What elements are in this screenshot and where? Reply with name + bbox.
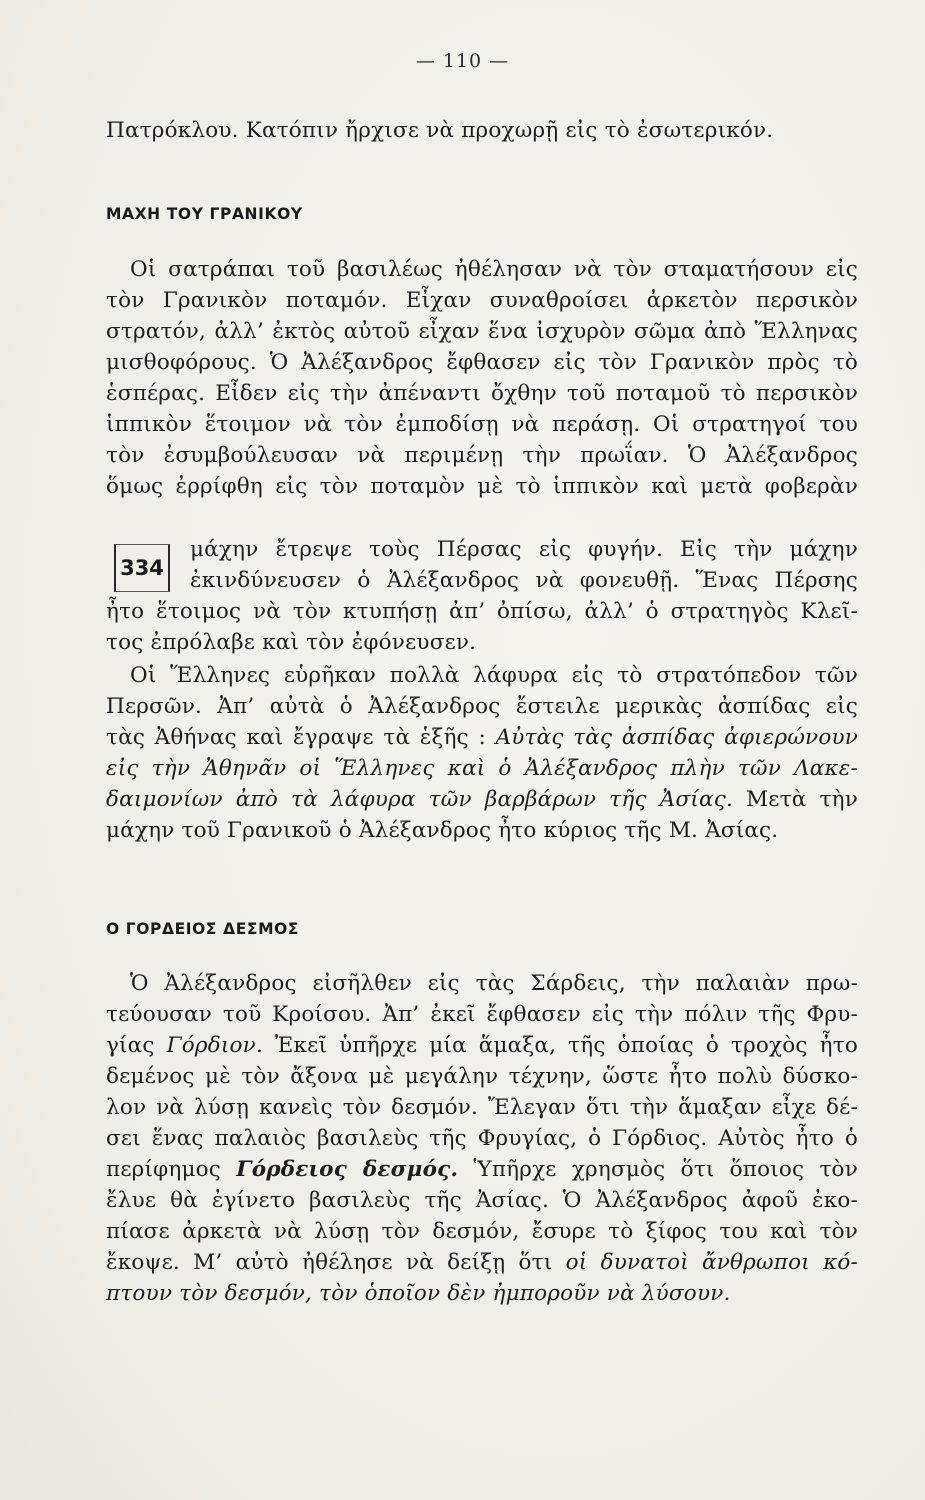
text-line: Ὁ Ἀλέξανδρος εἰσῆλθεν εἰς τὰς Σάρδεις, τὴν παλαιὰν πρω- [130, 971, 858, 996]
paragraph-granikos-end [106, 596, 858, 658]
date-marker [106, 540, 176, 598]
text-line: ἑσπέρας. Εἶδεν εἰς τὴν ἀπέναντι ὄχθην τοῦ ποταμοῦ τὸ περσικὸν [106, 381, 858, 406]
text-line: λον νὰ λύσῃ κανεὶς τὸν δεσμόν. Ἔλεγαν ὅτι τὴν ἅμαξαν εἶχε δέ- [106, 1095, 858, 1120]
text-line: μάχην ἔτρεψε τοὺς Πέρσας εἰς φυγήν. Εἰς τὴν μάχην [190, 537, 858, 562]
text-bold-italic: Γόρδειος δεσμός. [236, 1157, 459, 1182]
opening-line [106, 115, 858, 146]
text-plain: γίας [106, 1033, 155, 1058]
paragraph-spoils [106, 660, 858, 846]
text-italic: Γόρδιον. [166, 1033, 263, 1058]
section-heading-gordian-knot: Ο ΓΟΡΔΕΙΟΣ ΔΕΣΜΟΣ [106, 920, 300, 938]
text-line: ἔλυε θὰ ἐγίνετο βασιλεὺς τῆς Ἀσίας. Ὁ Ἀλέξανδρος ἀφοῦ ἐκο- [106, 1188, 858, 1213]
text-plain: τὰς Ἀθήνας καὶ ἔγραψε τὰ ἑξῆς : [106, 725, 486, 750]
paragraph-granikos-battle [106, 254, 858, 502]
text-line [106, 1247, 858, 1278]
text-plain: Μετὰ τὴν [746, 787, 858, 812]
text-line: τὸν Γρανικὸν ποταμόν. Εἶχαν συναθροίσει ἀρκετὸν περσικὸν [106, 288, 858, 313]
text-line: δεμένος μὲ τὸν ἄξονα μὲ μεγάλην τέχνην, ὥστε ἦτο πολὺ δύσκο- [106, 1064, 858, 1089]
text-line: μισθοφόρους. Ὁ Ἀλέξανδρος ἔφθασεν εἰς τὸν Γρανικὸν πρὸς τὸ [106, 350, 858, 375]
text-plain: ἔκοψε. Μ’ αὐτὸ ἠθέλησε νὰ δείξῃ ὅτι [106, 1250, 553, 1275]
text-line: ἦτο ἕτοιμος νὰ τὸν κτυπήσῃ ἀπ’ ὀπίσω, ἀλλ’ ὁ στρατηγὸς Κλεῖ- [106, 599, 858, 624]
paragraph-side-text [190, 534, 858, 596]
text-line: ὅμως ἐρρίφθη εἰς τὸν ποταμὸν μὲ τὸ ἱππικὸν καὶ μετὰ φοβερὰν [106, 474, 858, 499]
text-italic: Αὐτὰς τὰς ἀσπίδας ἀφιερώνουν [495, 725, 859, 750]
paragraph-gordian-knot [106, 968, 858, 1309]
text-line [106, 784, 858, 815]
text-plain: Ὑπῆρχε χρησμὸς ὅτι ὅποιος τὸν [473, 1157, 858, 1182]
text-line: Οἱ Ἕλληνες εὑρῆκαν πολλὰ λάφυρα εἰς τὸ στρατόπεδον τῶν [130, 663, 858, 688]
text-line: τος ἐπρόλαβε καὶ τὸν ἐφόνευσεν. [106, 630, 477, 655]
text-line: τεύουσαν τοῦ Κροίσου. Ἀπ’ ἐκεῖ ἔφθασεν εἰς τὴν πόλιν τῆς Φρυ- [106, 1002, 858, 1027]
text-line: Πατρόκλου. Κατόπιν ἤρχισε νὰ προχωρῇ εἰς τὸ ἐσωτερικόν. [106, 118, 774, 143]
text-italic: δαιμονίων ἀπὸ τὰ λάφυρα τῶν βαρβάρων τῆς Ἀσίας. [106, 787, 733, 812]
text-line [106, 1030, 858, 1061]
text-line: μάχην τοῦ Γρανικοῦ ὁ Ἀλέξανδρος ἦτο κύριος τῆς Μ. Ἀσίας. [106, 818, 779, 843]
date-marker-box: 334 [114, 544, 170, 592]
text-line-italic: πτουν τὸν δεσμόν, τὸν ὁποῖον δὲν ἠμποροῦν νὰ λύσουν. [106, 1281, 731, 1306]
text-line: σει ἕνας παλαιὸς βασιλεὺς τῆς Φρυγίας, ὁ Γόρδιος. Αὐτὸς ἦτο ὁ [106, 1126, 858, 1151]
text-line-italic: εἰς τὴν Ἀθηνᾶν οἱ Ἕλληνες καὶ ὁ Ἀλέξανδρος πλὴν τῶν Λακε- [106, 756, 858, 781]
text-italic: οἱ δυνατοὶ ἄνθρωποι κό- [565, 1250, 858, 1275]
text-line: ἱππικὸν ἕτοιμον νὰ τὸν ἐμποδίσῃ νὰ περάσῃ. Οἱ στρατηγοί του [106, 412, 858, 437]
text-line: πίασε ἀρκετὰ νὰ λύσῃ τὸν δεσμόν, ἔσυρε τὸ ξίφος του καὶ τὸν [106, 1219, 858, 1244]
text-plain: Ἐκεῖ ὑπῆρχε μία ἅμαξα, τῆς ὁποίας ὁ τροχὸς ἦτο [275, 1033, 858, 1058]
text-line: Οἱ σατράπαι τοῦ βασιλέως ἠθέλησαν νὰ τὸν σταματήσουν εἰς [130, 257, 858, 282]
text-line: στρατόν, ἀλλ’ ἐκτὸς αὐτοῦ εἶχαν ἕνα ἰσχυρὸν σῶμα ἀπὸ Ἕλληνας [106, 319, 858, 344]
text-line: ἐκινδύνευσεν ὁ Ἀλέξανδρος νὰ φονευθῇ. Ἕνας Πέρσης [190, 568, 858, 593]
section-heading-granikos: ΜΑΧΗ ΤΟΥ ΓΡΑΝΙΚΟΥ [106, 205, 303, 223]
page-number: — 110 — [415, 50, 510, 72]
text-line: τὸν ἐσυμβούλευσαν νὰ περιμένῃ τὴν πρωΐαν. Ὁ Ἀλέξανδρος [106, 443, 858, 468]
text-plain: περίφημος [106, 1157, 222, 1182]
text-line [106, 722, 858, 753]
text-line [106, 1154, 858, 1185]
text-line: Περσῶν. Ἀπ’ αὐτὰ ὁ Ἀλέξανδρος ἔστειλε μερικὰς ἀσπίδας εἰς [106, 694, 858, 719]
